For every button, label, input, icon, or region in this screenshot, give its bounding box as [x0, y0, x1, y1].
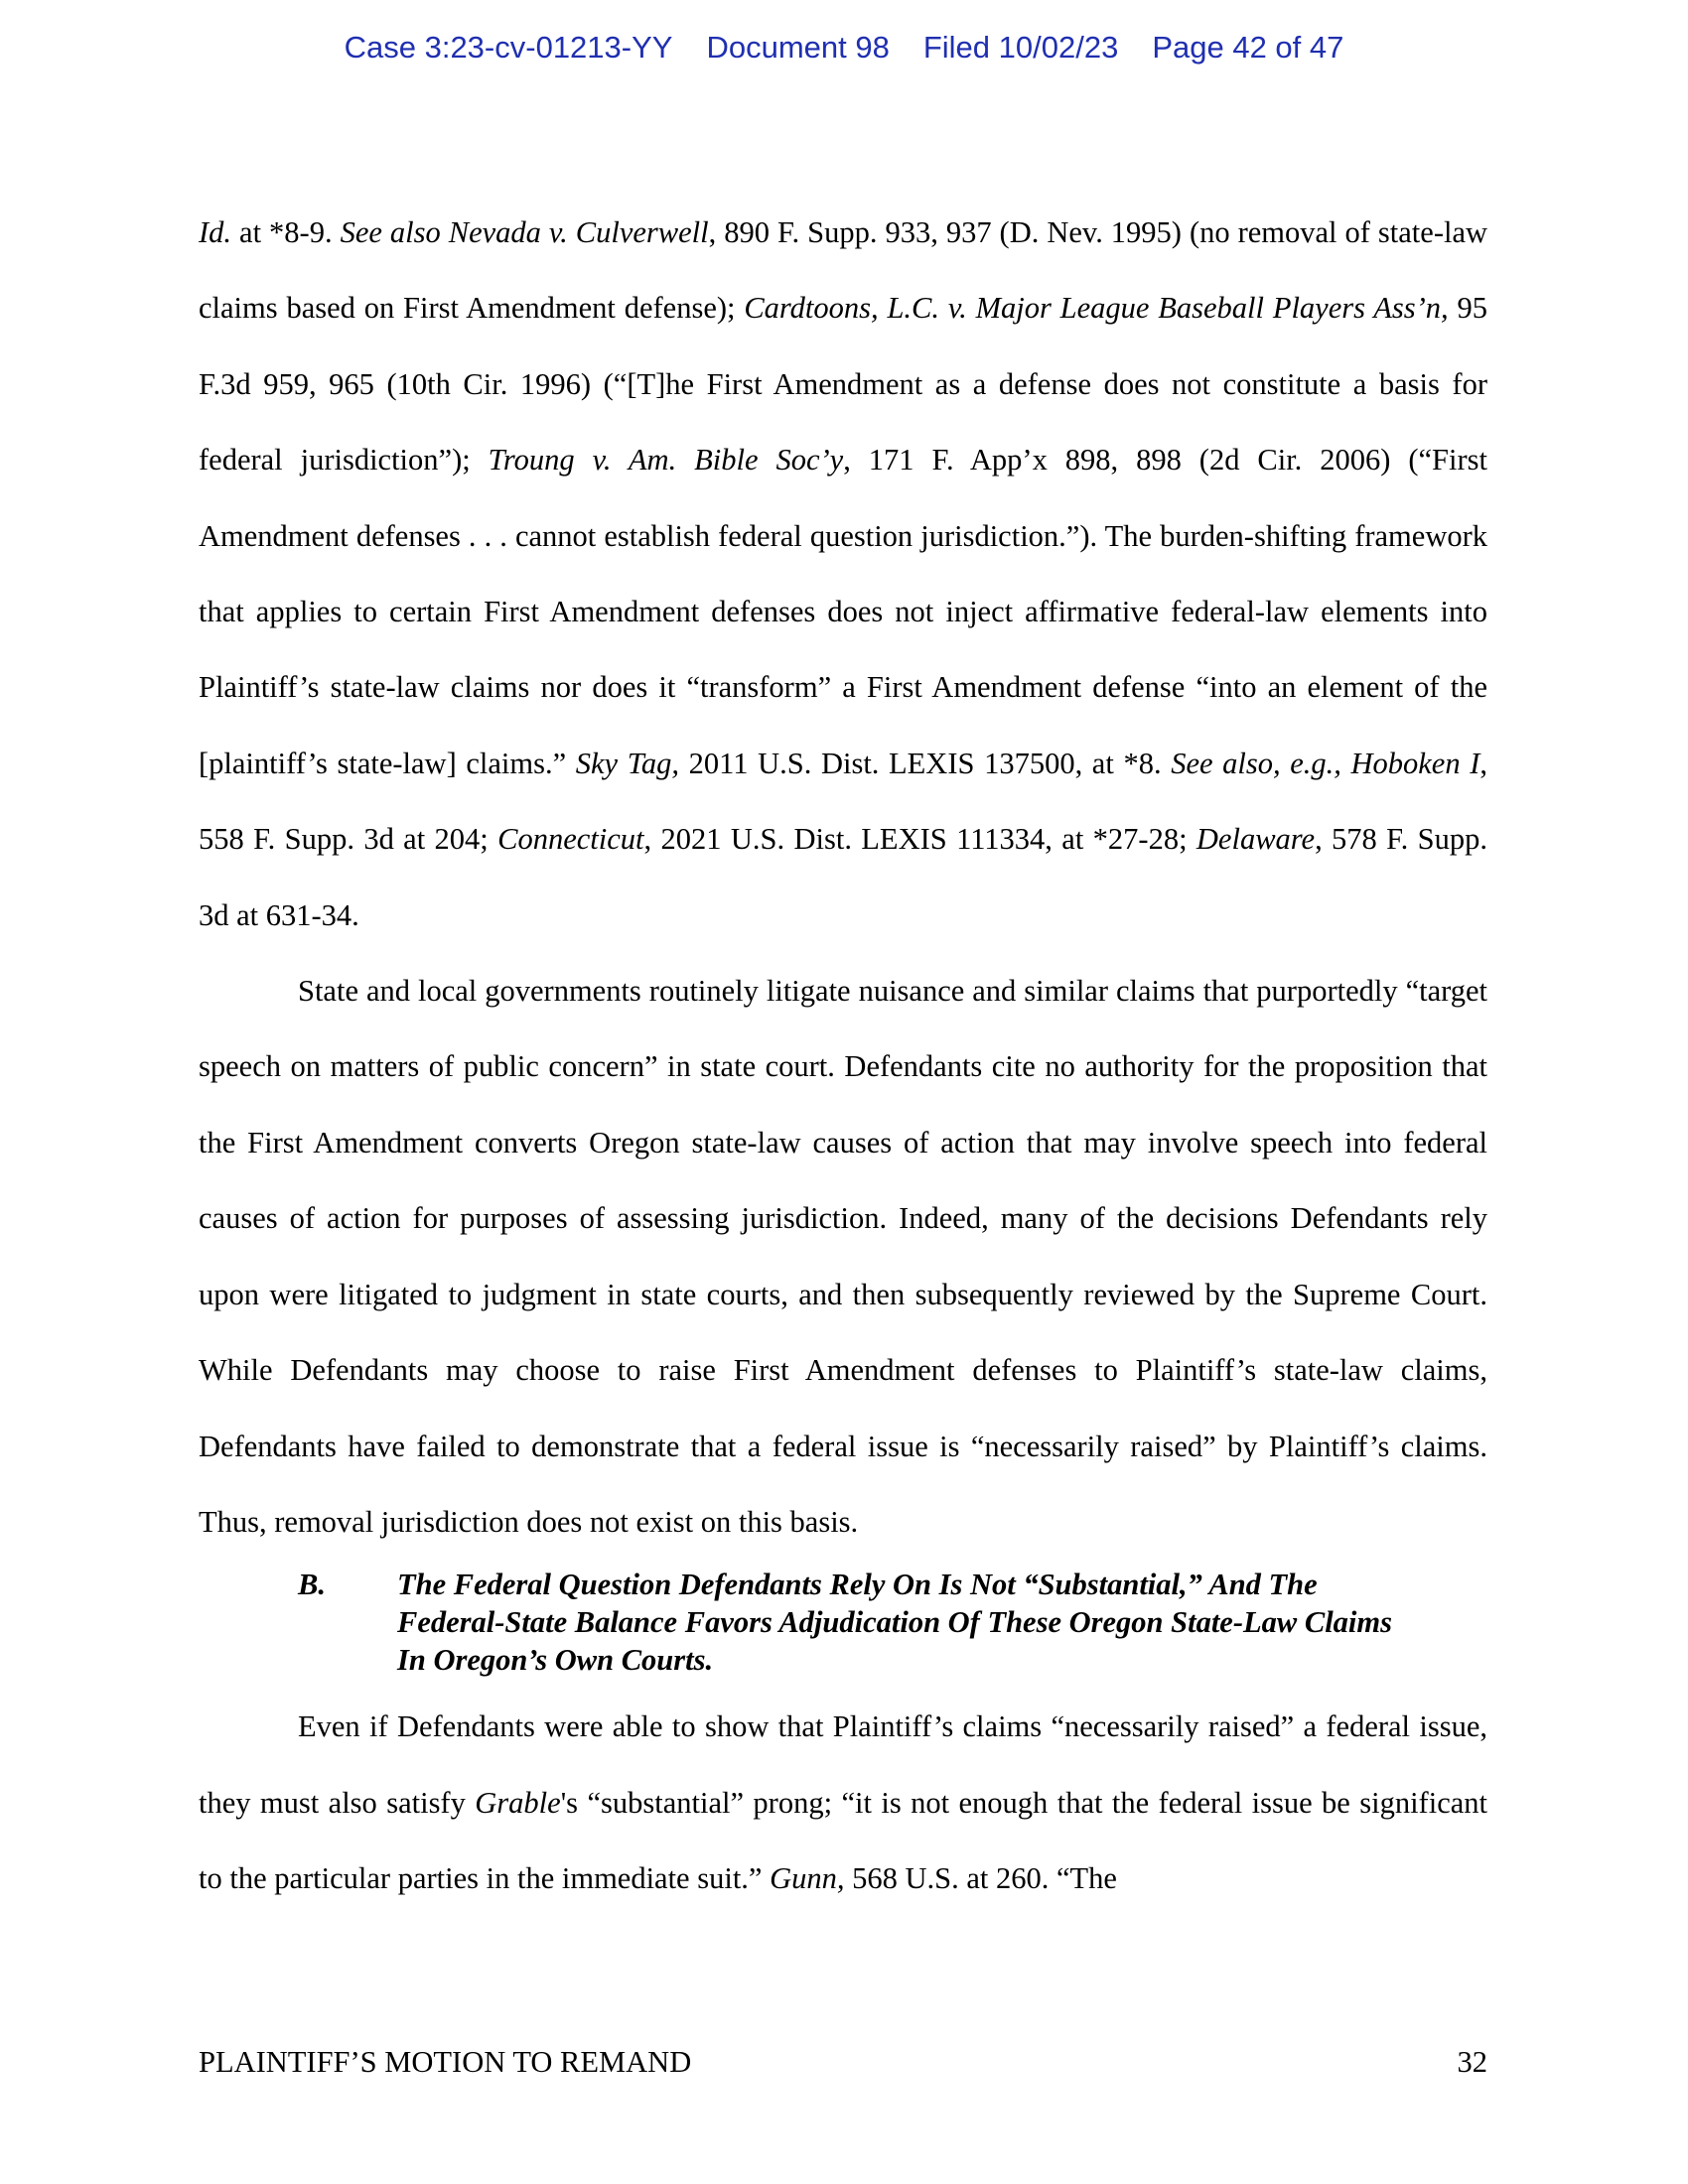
text-run: , 171 F. App’x 898, 898 (2d Cir. 2006) (“First Amendment defenses . . . cannot establish federal question jurisdiction.”). The burden-shifting framework that applies to certain First Amendment defenses does not inject affirmative federal-law elements into Plaintiff’s state-law claims nor does it “transform” a First Amendment defense “into an element of the [plaintiff’s state-law] claims.” [199, 443, 1487, 780]
citation-hoboken: See also, e.g., Hoboken I [1171, 746, 1480, 780]
paragraph-state-governments: State and local governments routinely litigate nuisance and similar claims that purportedly “target speech on matters of public concern” in state court. Defendants cite no authority for the proposition that the First Amendment converts Oregon state-law causes of action that may involve speech into federal causes of action for purposes of assessing jurisdiction. Indeed, many of the decisions Defendants rely upon were litigated to judgment in state courts, and then subsequently reviewed by the Supreme Court. While Defendants may choose to raise First Amendment defenses to Plaintiff’s state-law claims, Defendants have failed to demonstrate that a federal issue is “necessarily raised” by Plaintiff’s claims. Thus, removal jurisdiction does not exist on this basis. [199, 974, 1487, 1539]
citation-gunn: Gunn, [770, 1861, 845, 1896]
filed-date: Filed 10/02/23 [922, 30, 1119, 65]
text-run: , 578 F. Supp. 3d at 631-34. [199, 822, 1488, 932]
paragraph-substantial-prong [199, 1689, 1487, 1916]
text-run: 's “substantial” prong; “it is not enough that the federal issue be significant to the particular parties in the immediate suit.” [199, 1785, 1487, 1896]
text-run: 2011 U.S. Dist. LEXIS 137500, at *8. [679, 746, 1172, 780]
section-heading-line: Federal-State Balance Favors Adjudication Of These Oregon State-Law Claims [397, 1605, 1392, 1640]
citation-delaware: Delaware [1196, 822, 1316, 857]
citation-sky-tag: Sky Tag, [575, 746, 679, 780]
citation-troung: Troung v. Am. Bible Soc’y [488, 443, 844, 478]
page-footer [199, 2045, 1487, 2080]
text-run: 95 F.3d 959, 965 (10th Cir. 1996) (“[T]he First Amendment as a defense does not constitute a basis for federal jurisdiction”); [199, 291, 1487, 478]
footer-title: PLAINTIFF’S MOTION TO REMAND [199, 2045, 692, 2079]
footer-page-number: 32 [1457, 2045, 1487, 2079]
section-heading-line: In Oregon’s Own Courts. [397, 1643, 714, 1678]
text-run: , 890 F. Supp. 933, 937 (D. Nev. 1995) (no removal of state-law claims based on First Amendment defense); [199, 215, 1488, 326]
text-run: at *8-9. [231, 215, 341, 249]
text-run: , 558 F. Supp. 3d at 204; [199, 746, 1487, 857]
section-heading-b [199, 1566, 1487, 1679]
citation-id: Id. [199, 215, 232, 249]
ecf-header [0, 30, 1688, 66]
page-indicator: Page 42 of 47 [1152, 30, 1344, 65]
section-letter: B. [298, 1568, 326, 1602]
paragraph-citations [199, 195, 1487, 953]
section-heading-line: The Federal Question Defendants Rely On Is Not “Substantial,” And The [397, 1568, 1318, 1602]
citation-grable: Grable [475, 1785, 561, 1820]
text-run: Even if Defendants were able to show that Plaintiff’s claims “necessarily raised” a federal issue, they must also satisfy [199, 1709, 1487, 1820]
case-number: Case 3:23-cv-01213-YY [344, 30, 673, 65]
citation-culverwell: See also Nevada v. Culverwell [340, 215, 709, 249]
text-run: 568 U.S. at 260. “The [844, 1861, 1117, 1896]
citation-connecticut: Connecticut [497, 822, 644, 857]
document-number: Document 98 [706, 30, 890, 65]
text-run: , 2021 U.S. Dist. LEXIS 111334, at *27-28; [643, 822, 1196, 857]
document-body [199, 195, 1487, 1917]
citation-cardtoons: Cardtoons, L.C. v. Major League Baseball Players Ass’n, [744, 291, 1449, 326]
